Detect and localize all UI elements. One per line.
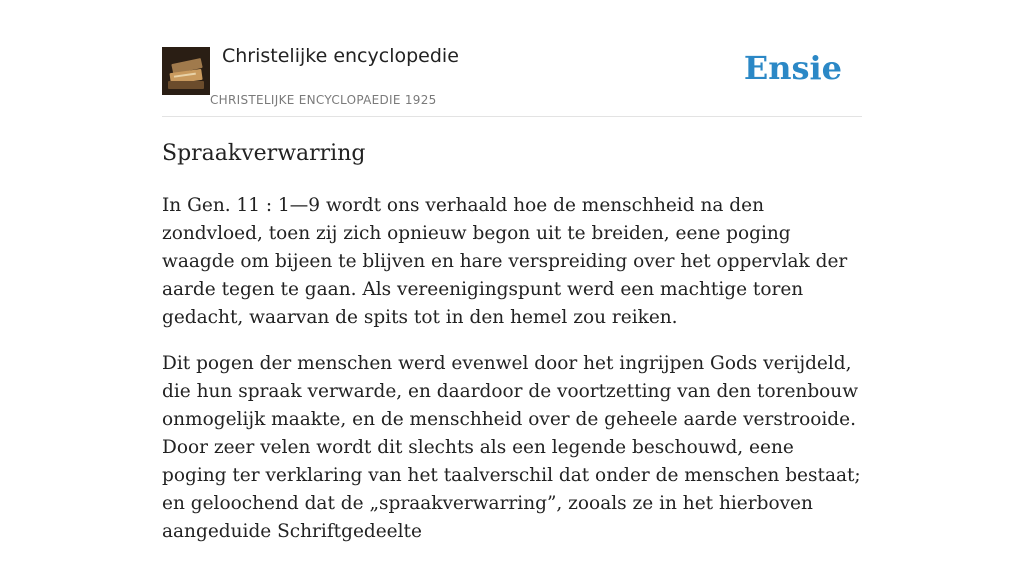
book-photo-icon: [162, 47, 210, 95]
article-paragraph-2: Dit pogen der menschen werd evenwel door het ingrijpen Gods verijdeld, die hun spraak verwarde, en daardoor de voortzetting van den torenbouw onmogelijk maakte, en de menschheid over de geheele aarde verstrooide. Door zeer velen wordt dit slechts als een legende beschouwd, eene poging ter verklaring van het taalverschil dat onder de menschen bestaat; en geloochend dat de „spraakverwarring”, zooals ze in het hierboven aangeduide Schriftgedeelte: [162, 353, 861, 542]
article: [162, 138, 862, 564]
ensie-logo-link[interactable]: Ensie: [743, 49, 842, 87]
article-paragraph-1: In Gen. 11 : 1—9 wordt ons verhaald hoe de menschheid na den zondvloed, toen zij zich opnieuw begon uit te breiden, eene poging waagde om bijeen te blijven en hare verspreiding over het oppervlak der aarde tegen te gaan. Als vereenigingspunt werd een machtige toren gedacht, waarvan de spits tot in den hemel zou reiken.: [162, 195, 848, 328]
source-subtitle[interactable]: CHRISTELIJKE ENCYCLOPAEDIE 1925: [210, 93, 437, 107]
article-title: Spraakverwarring: [162, 141, 366, 166]
source-title[interactable]: Christelijke encyclopedie: [222, 45, 459, 67]
source-header: [162, 0, 862, 117]
source-avatar[interactable]: [162, 47, 210, 95]
